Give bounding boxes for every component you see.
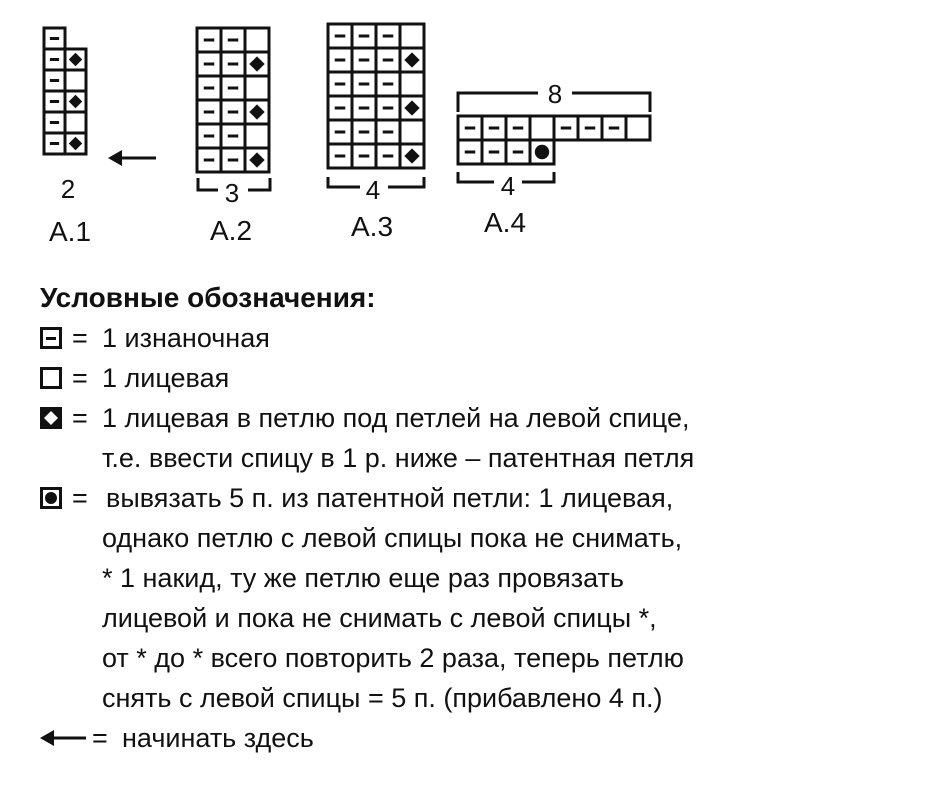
chart-cell-purl	[197, 148, 221, 172]
chart-cell-purl	[352, 72, 376, 96]
knit-symbol-icon	[40, 358, 64, 398]
chart-cell-knit	[245, 28, 269, 52]
legend-text: лицевой и пока не снимать с левой спицы *,	[102, 603, 657, 633]
legend-text: 1 лицевая в петлю под петлей на левой спице,	[102, 403, 690, 433]
chart-cell-purl	[221, 52, 245, 76]
chart-cell-purl	[376, 120, 400, 144]
legend-text: т.е. ввести спицу в 1 р. ниже – патентная петля	[102, 443, 695, 473]
chart-cell-knit	[245, 76, 269, 100]
legend-text: от * до * всего повторить 2 раза, теперь петлю	[102, 643, 684, 673]
legend-item-purl	[40, 318, 920, 358]
chart-cell-purl	[376, 144, 400, 168]
legend-item-increase-5	[40, 478, 920, 718]
chart-cell-purl	[376, 48, 400, 72]
chart-cell-knit-below	[65, 49, 86, 70]
legend-text: снять с левой спицы = 5 п. (прибавлено 4 п.)	[102, 683, 663, 713]
chart-cell-knit-below	[65, 133, 86, 154]
chart-cell-purl	[44, 91, 65, 112]
chart-cell-purl	[458, 116, 482, 140]
chart-cell-purl	[376, 72, 400, 96]
chart-cell-knit	[400, 72, 424, 96]
chart-cell-knit-below	[65, 91, 86, 112]
legend-eq: =	[72, 323, 88, 353]
chart-cell-purl	[44, 70, 65, 91]
chart-cell-knit	[245, 124, 269, 148]
chart-cell-knit-below	[400, 48, 424, 72]
legend-eq: =	[72, 403, 88, 433]
legend-item-arrow	[40, 718, 920, 758]
chart-cell-purl	[44, 28, 65, 49]
chart-a4	[458, 116, 650, 164]
chart-a3-width: 4	[365, 175, 381, 205]
chart-cell-purl	[44, 112, 65, 133]
chart-cell-purl	[352, 96, 376, 120]
chart-a2-label: A.2	[209, 215, 253, 246]
chart-a2-width: 3	[224, 178, 240, 208]
chart-cell-purl	[221, 100, 245, 124]
chart-cell-purl	[197, 100, 221, 124]
legend-eq: =	[92, 723, 108, 753]
chart-cell-knit-below	[400, 144, 424, 168]
chart-cell-purl	[554, 116, 578, 140]
legend-text: 1 изнаночная	[102, 323, 270, 353]
legend-text: начинать здесь	[122, 723, 314, 753]
chart-cell-purl	[221, 124, 245, 148]
legend-item-knit-below	[40, 398, 920, 478]
legend-text: * 1 накид, ту же петлю еще раз провязать	[102, 563, 624, 593]
chart-cell-purl	[352, 120, 376, 144]
chart-cell-purl	[197, 124, 221, 148]
chart-cell-purl	[482, 140, 506, 164]
chart-cell-purl	[221, 28, 245, 52]
legend-title: Условные обозначения:	[40, 282, 376, 313]
chart-cell-purl	[44, 133, 65, 154]
start-here-arrow-icon	[40, 718, 90, 758]
chart-cell-purl	[458, 140, 482, 164]
chart-cell-knit-below	[245, 52, 269, 76]
chart-cell-purl	[352, 48, 376, 72]
chart-cell-knit	[400, 24, 424, 48]
increase-5-symbol-icon	[40, 478, 64, 518]
chart-cell-purl	[328, 144, 352, 168]
chart-cell-purl	[328, 120, 352, 144]
chart-a4-label: A.4	[483, 207, 527, 238]
chart-a4-bottom-width: 4	[500, 171, 516, 201]
chart-cell-knit-below	[245, 148, 269, 172]
chart-cell-purl	[197, 76, 221, 100]
chart-cell-increase-5	[530, 140, 554, 164]
chart-cell-purl	[482, 116, 506, 140]
chart-a4-top-width: 8	[547, 79, 563, 109]
legend-eq: =	[72, 363, 88, 393]
chart-cell-purl	[352, 24, 376, 48]
chart-cell-purl	[602, 116, 626, 140]
chart-cell-purl	[376, 96, 400, 120]
chart-cell-purl	[352, 144, 376, 168]
chart-cell-purl	[328, 72, 352, 96]
chart-cell-purl	[328, 96, 352, 120]
chart-cell-knit	[65, 112, 86, 133]
knitting-charts	[0, 0, 934, 270]
purl-symbol-icon	[40, 318, 64, 358]
chart-cell-purl	[221, 76, 245, 100]
chart-cell-purl	[506, 116, 530, 140]
chart-cell-knit	[530, 116, 554, 140]
start-here-arrow-icon	[108, 150, 156, 166]
legend-item-knit	[40, 358, 920, 398]
chart-cell-purl	[44, 49, 65, 70]
chart-cell-purl	[221, 148, 245, 172]
chart-cell-knit	[400, 120, 424, 144]
chart-cell-knit-below	[245, 100, 269, 124]
chart-a3-label: A.3	[350, 211, 394, 242]
legend	[40, 278, 920, 758]
chart-cell-purl	[578, 116, 602, 140]
legend-text: 1 лицевая	[102, 363, 230, 393]
knit-below-symbol-icon	[40, 398, 64, 438]
chart-cell-purl	[328, 48, 352, 72]
chart-cell-knit	[626, 116, 650, 140]
chart-cell-purl	[506, 140, 530, 164]
chart-a2	[197, 28, 269, 172]
chart-cell-knit	[65, 70, 86, 91]
chart-cell-purl	[197, 28, 221, 52]
chart-a1-width: 2	[60, 174, 76, 204]
chart-cell-purl	[197, 52, 221, 76]
legend-text: вывязать 5 п. из патентной петли: 1 лицевая,	[106, 483, 674, 513]
chart-a3	[328, 24, 424, 168]
chart-a1-label: A.1	[48, 216, 92, 247]
chart-cell-purl	[376, 24, 400, 48]
legend-eq: =	[72, 483, 88, 513]
chart-a1	[44, 28, 86, 154]
chart-cell-knit-below	[400, 96, 424, 120]
legend-text: однако петлю с левой спицы пока не снимать,	[102, 523, 683, 553]
chart-cell-purl	[328, 24, 352, 48]
